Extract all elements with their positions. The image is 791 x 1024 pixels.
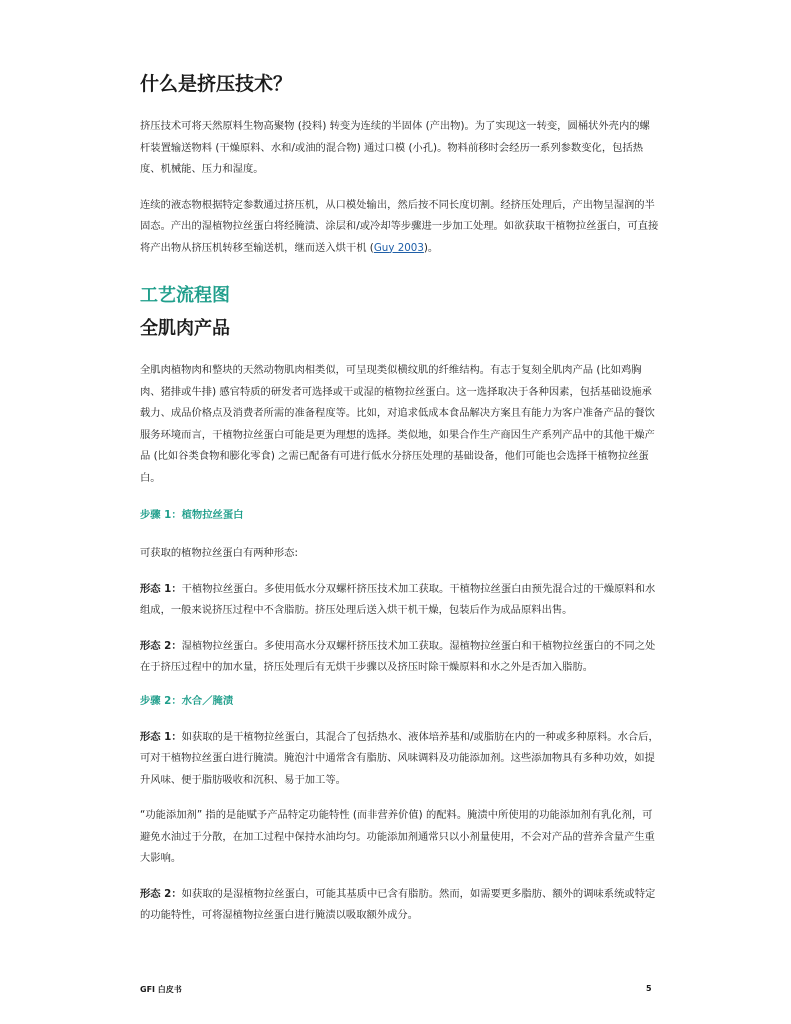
intro-paragraph-2 <box>140 195 660 260</box>
step-2-title: 步骤 2：水合／腌渍 <box>140 694 234 707</box>
step-2-form-1-text: 如获取的是干植物拉丝蛋白，其混合了包括热水、液体培养基和/或脂肪在内的一种或多种原料。水合后，可对干植物拉丝蛋白进行腌渍。腌泡汁中通常含有脂肪、风味调料及功能添加剂。这些添加物具有多种功效，如提升风味、便于脂肪吸收和沉积、易于加工等。 <box>140 730 659 786</box>
step-2-form-1-paragraph <box>140 727 660 792</box>
form-1-text: 干植物拉丝蛋白。多使用低水分双螺杆挤压技术加工获取。干植物拉丝蛋白由预先混合过的干燥原料和水组成，一般来说挤压过程中不含脂肪。挤压处理后送入烘干机干燥，包装后作为成品原料出售。 <box>140 582 656 616</box>
form-1-paragraph <box>140 579 660 622</box>
step-1-title: 步骤 1：植物拉丝蛋白 <box>140 509 244 521</box>
section-title: 工艺流程图 <box>140 285 230 306</box>
step-2-form-2-text: 如获取的是湿植物拉丝蛋白，可能其基质中已含有脂肪。然而，如需要更多脂肪、额外的调味系统或特定的功能特性，可将湿植物拉丝蛋白进行腌渍以吸取额外成分。 <box>140 887 656 921</box>
footer-document-label: GFI 白皮书 <box>140 985 182 994</box>
page-title: 什么是挤压技术？ <box>140 73 293 95</box>
form-2-label: 形态 2： <box>140 639 182 652</box>
guy-2003-citation-link[interactable]: Guy 2003 <box>373 241 424 254</box>
footer-page-number: 5 <box>646 984 652 993</box>
subsection-title: 全肌肉产品 <box>140 318 230 339</box>
step-2-form-2-label: 形态 2： <box>140 887 182 900</box>
functional-additive-paragraph: “功能添加剂” 指的是能赋予产品特定功能特性 (而非营养价值) 的配料。腌渍中所使用的功能添加剂有乳化剂，可避免水油过于分散，在加工过程中保持水油均匀。功能添加剂通常只以小剂量使用，不会对产品的营养含量产生重大影响。 <box>140 809 655 864</box>
whole-muscle-paragraph: 全肌肉植物肉和整块的天然动物肌肉相类似，可呈现类似横纹肌的纤维结构。有志于复刻全肌肉产品 (比如鸡胸肉、猪排或牛排) 感官特质的研发者可选择或干或湿的植物拉丝蛋白。这一选择取决于各种因素，包括基础设施承载力、成品价格点及消费者所需的准备程度等。比如，对追求低成本食品解决方案且有能力为客户准备产品的餐饮服务环境而言，干植物拉丝蛋白可能是更为理想的选择。类似地，如果合作生产商因生产系列产品中的其他干燥产品 (比如谷类食物和膨化零食) 之需已配备有可进行低水分挤压处理的基础设备，他们可能也会选择干植物拉丝蛋白。 <box>140 364 655 484</box>
step-2-form-2-paragraph <box>140 884 660 927</box>
intro-paragraph-2-text: 连续的液态物根据特定参数通过挤压机，从口模处输出，然后按不同长度切割。经挤压处理后，产出物呈湿润的半固态。产出的湿植物拉丝蛋白将经腌渍、涂层和/或冷却等步骤进一步加工处理。如欲获取干植物拉丝蛋白，可直接将产出物从挤压机转移至输送机，继而送入烘干机 ( <box>140 198 659 254</box>
intro-paragraph-1: 挤压技术可将天然原料生物高聚物 (投料) 转变为连续的半固体 (产出物)。为了实现这一转变，圆桶状外壳内的螺杆装置输送物料 (干燥原料、水和/或油的混合物) 通过口模 (小孔)。物料前移时会经历一系列参数变化，包括热度、机械能、压力和湿度。 <box>140 120 650 175</box>
form-2-text: 湿植物拉丝蛋白。多使用高水分双螺杆挤压技术加工获取。湿植物拉丝蛋白和干植物拉丝蛋白的不同之处在于挤压过程中的加水量，挤压处理后有无烘干步骤以及挤压时除干燥原料和水之外是否加入脂肪。 <box>140 639 656 673</box>
form-2-paragraph <box>140 636 660 679</box>
intro-paragraph-2-end: )。 <box>423 241 439 254</box>
step-2-form-1-label: 形态 1： <box>140 730 182 743</box>
form-1-label: 形态 1： <box>140 582 182 595</box>
step-1-intro: 可获取的植物拉丝蛋白有两种形态: <box>140 547 298 559</box>
page-content <box>140 70 660 927</box>
